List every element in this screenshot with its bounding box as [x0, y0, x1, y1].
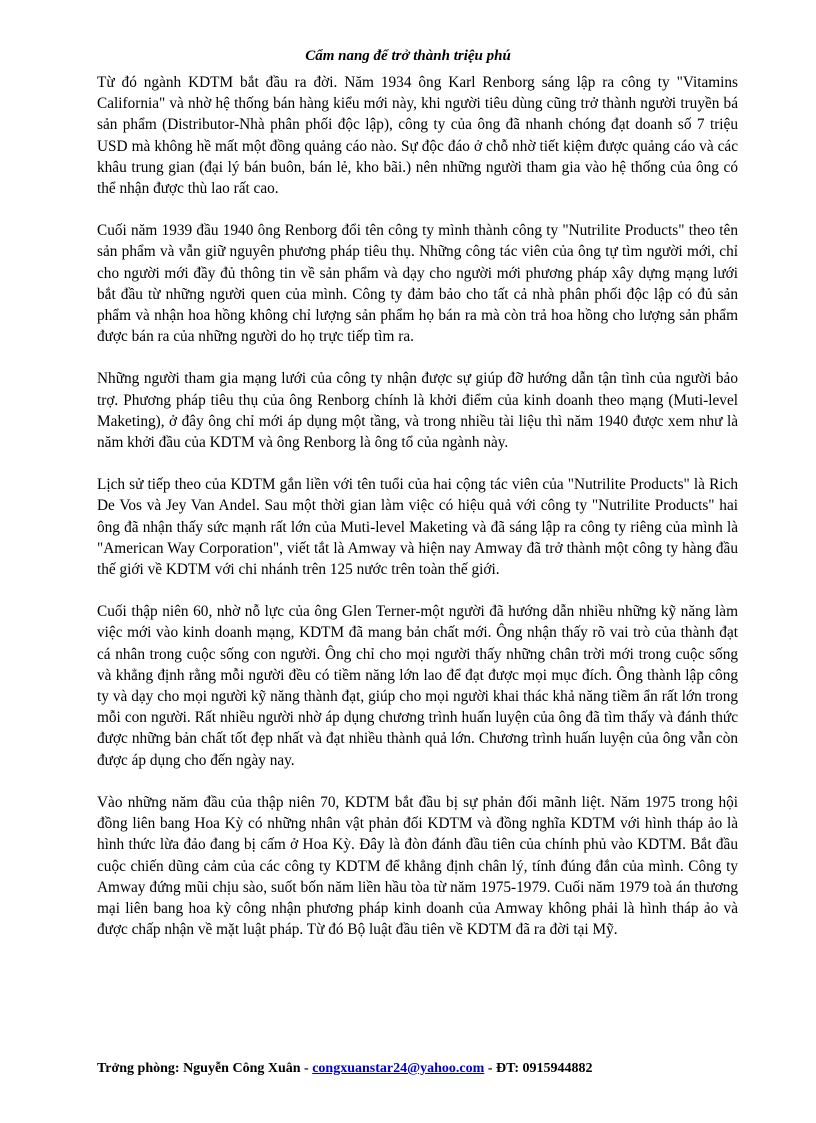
footer-phone: - ĐT: 0915944882	[484, 1061, 593, 1076]
footer-author: Trởng phòng: Nguyễn Công Xuân -	[97, 1061, 313, 1076]
page-footer	[97, 1060, 757, 1078]
document-body	[97, 72, 738, 961]
paragraph-5: Cuối thập niên 60, nhờ nỗ lực của ông Glen Terner-một người đã hướng dẫn nhiều những kỹ năng làm việc mới vào kinh doanh mạng, KDTM đã mang bản chất mới. Ông nhận thấy rõ vai trò của thành đạt cá nhân trong cuộc sống con người. Ông chỉ cho mọi người thấy những chân trời mới trong cuộc sống và khẳng định rằng mỗi người đều có tiềm năng lớn lao để đạt được mọi mục đích. Ông thành lập công ty và dạy cho mọi người kỹ năng thành đạt, giúp cho mọi người khai thác khả năng tiềm ẩn rất lớn trong mỗi con người. Rất nhiều người nhờ áp dụng chương trình huấn luyện của ông đã tìm thấy và đánh thức được những bản chất tốt đẹp nhất và đạt nhiều thành quả lớn. Chương trình huấn luyện của ông vẫn còn được áp dụng cho đến ngày nay.	[97, 603, 738, 769]
page-header-title: Cẩm nang để trở thành triệu phú	[305, 48, 511, 64]
paragraph-6: Vào những năm đầu của thập niên 70, KDTM bắt đầu bị sự phản đối mãnh liệt. Năm 1975 trong hội đồng liên bang Hoa Kỳ có những nhân vật phản đối KDTM và đồng nghĩa KDTM với hình tháp ảo là hình thức lừa đảo đang bị cấm ở Hoa Kỳ. Đây là đòn đánh đầu tiên của chính phủ vào KDTM. Bắt đầu cuộc chiến dũng cảm của các công ty KDTM để khẳng định chân lý, tính đúng đắn của mình. Công ty Amway đứng mũi chịu sào, suốt bốn năm liền hầu tòa từ năm 1975-1979. Cuối năm 1979 toà án thương mại liên bang hoa kỳ công nhận phương pháp kinh doanh của Amway không phải là hình tháp ảo và được chấp nhận về mặt luật pháp. Từ đó Bộ luật đầu tiên về KDTM đã ra đời tại Mỹ.	[97, 793, 738, 939]
footer-email-link[interactable]: congxuanstar24@yahoo.com	[312, 1061, 485, 1076]
paragraph-1: Từ đó ngành KDTM bắt đầu ra đời. Năm 1934 ông Karl Renborg sáng lập ra công ty "Vitamins California" và nhờ hệ thống bán hàng kiểu mới này, khi người tiêu dùng cũng trở thành người truyền bá sản phẩm (Distributor-Nhà phân phối độc lập), công ty của ông đã nhanh chóng đạt doanh số 7 triệu USD mà không hề mất một đồng quảng cáo nào. Sự độc đáo ở chỗ nhờ tiết kiệm được quảng cáo và các khâu trung gian (đại lý bán buôn, bán lẻ, kho bãi.) nên những người tham gia vào hệ thống của ông có thể nhận được thù lao rất cao.	[97, 74, 738, 198]
paragraph-2: Cuối năm 1939 đầu 1940 ông Renborg đổi tên công ty mình thành công ty "Nutrilite Products" theo tên sản phẩm và vẫn giữ nguyên phương pháp tiêu thụ. Những công tác viên của ông tự tìm người mới, chỉ cho người mới đầy đủ thông tin về sản phẩm và dạy cho người mới phương pháp xây dựng mạng lưới bắt đầu từ những người quen của mình. Công ty đảm bảo cho tất cả nhà phân phối độc lập có đủ sản phẩm và nhận hoa hồng không chỉ lượng sản phẩm họ bán ra mà còn trả hoa hồng cho lượng sản phẩm được bán ra của những người do họ trực tiếp tìm ra.	[97, 222, 738, 346]
paragraph-4: Lịch sử tiếp theo của KDTM gắn liền với tên tuổi của hai cộng tác viên của "Nutrilite Products" là Rich De Vos và Jey Van Andel. Sau một thời gian làm việc có hiệu quả với công ty "Nutrilite Products" hai ông đã nhận thấy sức mạnh rất lớn của Muti-level Maketing và đã sáng lập ra công ty riêng của mình là "American Way Corporation", viết tắt là Amway và hiện nay Amway đã trở thành một công ty hàng đầu thế giới về KDTM với chi nhánh trên 125 nước trên toàn thế giới.	[97, 476, 738, 579]
paragraph-3: Những người tham gia mạng lưới của công ty nhận được sự giúp đỡ hướng dẫn tận tình của người bảo trợ. Phương pháp tiêu thụ của ông Renborg chính là khởi điểm của kinh doanh theo mạng (Muti-level Maketing), ở đây ông chỉ mới áp dụng một tầng, và trong nhiều tài liệu thì năm 1940 được xem như là năm khởi đầu của KDTM và ông Renborg là ông tổ của ngành này.	[97, 370, 738, 452]
